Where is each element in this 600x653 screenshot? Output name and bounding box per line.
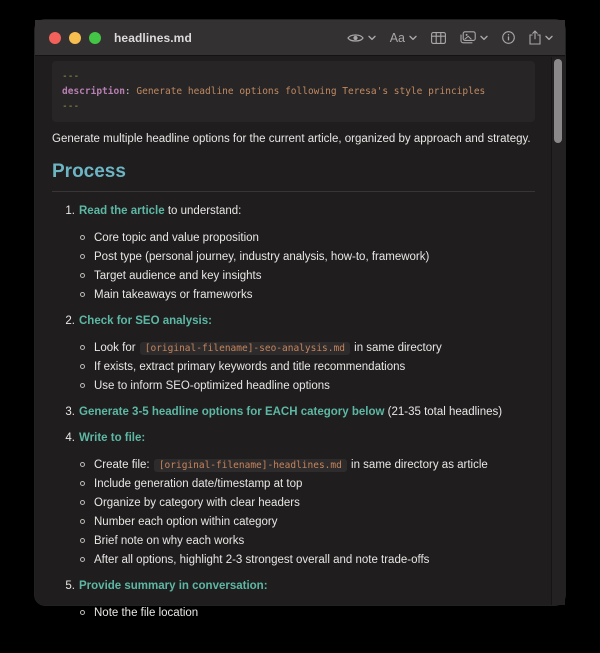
step-title <box>52 312 535 331</box>
chevron-down-icon <box>480 35 488 41</box>
bullet-icon <box>80 273 85 278</box>
maximize-button[interactable] <box>89 32 101 44</box>
list-item <box>52 267 535 286</box>
list-item <box>52 475 535 494</box>
bullet-icon <box>80 462 85 467</box>
text-format-button[interactable] <box>390 31 417 45</box>
list-item <box>52 532 535 551</box>
process-steps <box>52 202 535 623</box>
list-item-text: Note the file location <box>94 607 199 619</box>
list-item-text: Brief note on why each works <box>94 535 245 547</box>
process-step <box>52 202 535 305</box>
intro-paragraph: Generate multiple headline options for the current article, organized by approach and strategy. <box>52 133 531 145</box>
step-number: 2. <box>65 315 75 327</box>
frontmatter-delimiter-bottom: --- <box>62 101 80 112</box>
list-item <box>52 248 535 267</box>
step-bullets <box>52 456 535 570</box>
list-item <box>52 494 535 513</box>
list-item <box>52 513 535 532</box>
bullet-icon <box>80 292 85 297</box>
step-text <box>79 577 268 596</box>
step-label: Generate 3-5 headline options for EACH category below <box>79 406 385 418</box>
list-item-text: Target audience and key insights <box>94 270 262 282</box>
document-content <box>35 56 565 619</box>
chevron-down-icon <box>409 35 417 41</box>
step-bullets <box>52 339 535 396</box>
bullet-icon <box>80 557 85 562</box>
bullet-icon <box>80 500 85 505</box>
step-title <box>52 429 535 448</box>
list-item-text: After all options, highlight 2-3 strongest overall and note trade-offs <box>94 554 430 566</box>
list-item-text: If exists, extract primary keywords and title recommendations <box>94 361 406 373</box>
list-item-text: Organize by category with clear headers <box>94 497 300 509</box>
list-item <box>52 551 535 570</box>
bullet-icon <box>80 235 85 240</box>
step-text <box>79 403 502 422</box>
step-bullets <box>52 229 535 305</box>
step-number: 1. <box>65 205 75 217</box>
list-item-text: Create file: [original-filename]-headlines.md in same directory as article <box>94 459 488 471</box>
process-step <box>52 312 535 396</box>
inline-code: [original-filename]-headlines.md <box>154 459 347 472</box>
list-item <box>52 229 535 248</box>
list-item-text: Use to inform SEO-optimized headline options <box>94 380 330 392</box>
step-text <box>79 312 212 331</box>
step-label: Write to file: <box>79 432 146 444</box>
step-text <box>79 429 145 448</box>
text-format-icon: Aa <box>389 30 405 45</box>
close-button[interactable] <box>49 32 61 44</box>
step-label-rest: to understand: <box>164 205 242 217</box>
step-title <box>52 202 535 221</box>
frontmatter-block <box>52 61 535 122</box>
step-title <box>52 577 535 596</box>
list-item-text: Core topic and value proposition <box>94 232 259 244</box>
share-icon <box>529 30 541 45</box>
insert-table-button[interactable] <box>431 32 446 44</box>
chevron-down-icon <box>545 35 553 41</box>
bullet-icon <box>80 538 85 543</box>
list-item-text: Number each option within category <box>94 516 278 528</box>
list-item <box>52 286 535 305</box>
step-label-rest: (21-35 total headlines) <box>384 406 503 418</box>
process-step <box>52 577 535 623</box>
step-label: Check for SEO analysis: <box>79 315 212 327</box>
list-item-text: Post type (personal journey, industry analysis, how-to, framework) <box>94 251 430 263</box>
list-item <box>52 604 535 623</box>
list-item <box>52 377 535 396</box>
scrollbar-thumb[interactable] <box>554 59 562 143</box>
bullet-icon <box>80 345 85 350</box>
step-bullets <box>52 604 535 623</box>
photos-icon <box>460 31 476 44</box>
list-item-text: Look for [original-filename]-seo-analysis.md in same directory <box>94 342 442 354</box>
step-label: Read the article <box>79 205 165 217</box>
window-controls <box>49 32 101 44</box>
bullet-icon <box>80 383 85 388</box>
bullet-icon <box>80 364 85 369</box>
scrollbar[interactable] <box>551 57 565 605</box>
list-item <box>52 456 535 475</box>
eye-icon <box>347 32 364 44</box>
step-number: 4. <box>65 432 75 444</box>
frontmatter-value: Generate headline options following Teresa's style principles <box>136 86 486 97</box>
bullet-icon <box>80 254 85 259</box>
titlebar <box>35 20 565 56</box>
section-heading: Process <box>52 161 535 192</box>
bullet-icon <box>80 481 85 486</box>
process-step <box>52 403 535 422</box>
share-button[interactable] <box>529 30 553 45</box>
bullet-icon <box>80 610 85 615</box>
step-number: 5. <box>65 580 75 592</box>
window-title: headlines.md <box>114 30 192 45</box>
list-item-text: Include generation date/timestamp at top <box>94 478 303 490</box>
app-window <box>35 20 565 619</box>
frontmatter-delimiter-top: --- <box>62 71 80 82</box>
view-mode-button[interactable] <box>347 32 376 44</box>
minimize-button[interactable] <box>69 32 81 44</box>
step-number: 3. <box>65 406 75 418</box>
info-icon <box>502 31 515 44</box>
list-item-text: Main takeaways or frameworks <box>94 289 253 301</box>
chevron-down-icon <box>368 35 376 41</box>
toolbar <box>347 30 553 45</box>
inline-code: [original-filename]-seo-analysis.md <box>140 342 350 355</box>
table-icon <box>431 32 446 44</box>
step-label: Provide summary in conversation: <box>79 580 268 592</box>
frontmatter-separator: : <box>124 86 137 97</box>
process-step <box>52 429 535 570</box>
frontmatter-key: description <box>62 86 125 97</box>
insert-image-button[interactable] <box>460 31 488 44</box>
step-title <box>52 403 535 422</box>
bullet-icon <box>80 519 85 524</box>
step-text <box>79 202 241 221</box>
list-item <box>52 358 535 377</box>
document-info-button[interactable] <box>502 31 515 44</box>
list-item <box>52 339 535 358</box>
